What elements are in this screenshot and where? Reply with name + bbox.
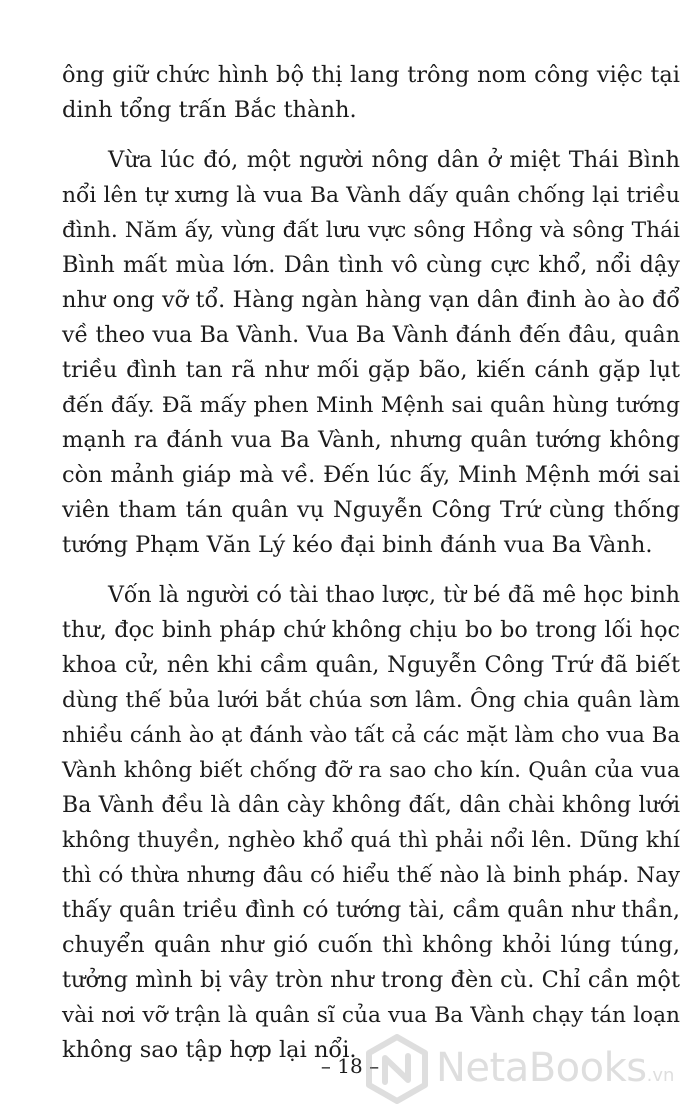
text-line: dùng thế bủa lưới bắt chúa sơn lâm. Ông chia quân làm: [62, 688, 680, 713]
watermark: [362, 1032, 692, 1106]
text-line: như ong vỡ tổ. Hàng ngàn hàng vạn dân đinh ào ào đổ: [62, 287, 680, 313]
text-line: mạnh ra đánh vua Ba Vành, nhưng quân tướng không: [62, 427, 680, 453]
text-line: khoa cử, nên khi cầm quân, Nguyễn Công Trứ đã biết: [62, 652, 680, 678]
text-line: ông giữ chức hình bộ thị lang trông nom công việc tại: [62, 62, 680, 88]
watermark-brand: NetaBooks: [436, 1045, 647, 1091]
text-line: tướng Phạm Văn Lý kéo đại binh đánh vua Ba Vành.: [62, 532, 653, 558]
text-line: thì có thừa nhưng đâu có hiểu thế nào là binh pháp. Nay: [62, 863, 680, 888]
text-line: đình. Năm ấy, vùng đất lưu vực sông Hồng và sông Thái: [62, 218, 680, 243]
page-number: – 18 –: [320, 1054, 380, 1078]
text-line: vài nơi vỡ trận là quân sĩ của vua Ba Vành chạy tán loạn: [62, 1003, 680, 1028]
text-line: không sao tập hợp lại nổi.: [62, 1037, 357, 1063]
text-line: đến đấy. Đã mấy phen Minh Mệnh sai quân hùng tướng: [62, 393, 680, 418]
text-line: Vành không biết chống đỡ ra sao cho kín. Quân của vua: [62, 758, 680, 783]
paragraph-gap: [62, 128, 680, 143]
paragraph-gap: [62, 563, 680, 578]
text-line: thư, đọc binh pháp chứ không chịu bo bo trong lối học: [62, 617, 680, 643]
watermark-text: [436, 1040, 674, 1104]
text-line: Vốn là người có tài thao lược, từ bé đã mê học binh: [108, 583, 680, 608]
text-line: Bình mất mùa lớn. Dân tình vô cùng cực khổ, nổi dậy: [62, 252, 680, 278]
text-line: nhiều cánh ào ạt đánh vào tất cả các mặt làm cho vua Ba: [62, 723, 680, 748]
watermark-suffix: .vn: [646, 1065, 675, 1086]
text-line: còn mảnh giáp mà về. Đến lúc ấy, Minh Mệnh mới sai: [62, 462, 680, 488]
text-line: dinh tổng trấn Bắc thành.: [62, 97, 357, 123]
text-line: chuyển quân như gió cuốn thì không khỏi lúng túng,: [62, 932, 680, 958]
page-body: [62, 58, 680, 1068]
paragraph: [62, 58, 680, 128]
text-line: thấy quân triều đình có tướng tài, cầm quân như thần,: [62, 897, 680, 923]
text-line: nổi lên tự xưng là vua Ba Vành dấy quân chống lại triều: [62, 183, 680, 208]
text-line: viên tham tán quân vụ Nguyễn Công Trứ cùng thống: [62, 497, 680, 523]
text-line: về theo vua Ba Vành. Vua Ba Vành đánh đến đâu, quân: [62, 322, 680, 348]
paragraph: [62, 143, 680, 563]
text-line: Vừa lúc đó, một người nông dân ở miệt Thái Bình: [108, 147, 680, 173]
text-line: Ba Vành đều là dân cày không đất, dân chài không lưới: [62, 793, 680, 818]
paragraph: [62, 578, 680, 1068]
netabooks-logo-icon: [362, 1034, 432, 1104]
text-line: không thuyền, nghèo khổ quá thì phải nổi lên. Dũng khí: [62, 828, 680, 853]
text-line: tưởng mình bị vây tròn như trong đèn cù. Chỉ cần một: [62, 967, 680, 993]
text-line: triều đình tan rã như mối gặp bão, kiến cánh gặp lụt: [62, 357, 680, 383]
